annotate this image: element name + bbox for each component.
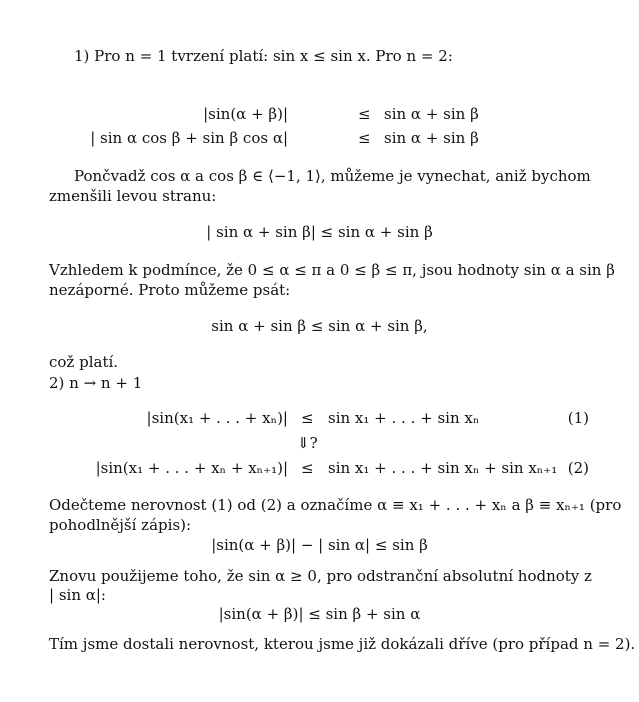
eq5-lhs: |sin(x₁ + . . . + xₙ)| [146,409,288,427]
implies-arrow: ⇓? [297,434,318,452]
paragraph-again-line2: | sin α|: [49,586,106,604]
eq5-number: (1) [567,409,589,427]
paragraph-cos-range-line1: Pončvadž cos α a cos β ∈ ⟨−1, 1⟩, můžeme je vynechat, aniž bychom [74,167,591,185]
eq6-lhs: |sin(x₁ + . . . + xₙ + xₙ₊₁)| [95,459,288,477]
eq6-rhs: sin x₁ + . . . + sin xₙ + sin xₙ₊₁ [328,459,558,477]
eq7-centered: |sin(α + β)| − | sin α| ≤ sin β [211,536,428,554]
eq5-rel: ≤ [301,409,314,427]
paragraph-cos-range-line2: zmenšili levou stranu: [49,187,217,205]
paragraph-condition-line1: Vzhledem k podmínce, že 0 ≤ α ≤ π a 0 ≤ β ≤ π, jsou hodnoty sin α a sin β [49,261,615,279]
eq1-lhs: |sin(α + β)| [203,105,288,123]
eq2-rel: ≤ [358,129,371,147]
eq1-rel: ≤ [358,105,371,123]
paragraph-subtract-line1: Odečteme nerovnost (1) od (2) a označíme α ≡ x₁ + . . . + xₙ a β ≡ xₙ₊₁ (pro [49,496,622,514]
eq5-rhs: sin x₁ + . . . + sin xₙ [328,409,480,427]
eq6-rel: ≤ [301,459,314,477]
eq2-rhs: sin α + sin β [384,129,479,147]
paragraph-holds: což platí. [49,353,119,371]
eq2-lhs: | sin α cos β + sin β cos α| [90,129,288,147]
paragraph-again-line1: Znovu použijeme toho, že sin α ≥ 0, pro odstranční absolutní hodnoty z [49,567,592,585]
eq3-centered: | sin α + sin β| ≤ sin α + sin β [206,223,433,241]
paragraph-condition-line2: nezáporné. Proto můžeme psát: [49,281,291,299]
eq6-number: (2) [567,459,589,477]
paragraph-conclusion: Tím jsme dostali nerovnost, kterou jsme již dokázali dříve (pro případ n = 2). [49,635,636,653]
eq1-rhs: sin α + sin β [384,105,479,123]
paragraph-base-case: 1) Pro n = 1 tvrzení platí: sin x ≤ sin x. Pro n = 2: [74,47,453,65]
eq4-centered: sin α + sin β ≤ sin α + sin β, [211,317,428,335]
eq8-centered: |sin(α + β)| ≤ sin β + sin α [218,605,421,623]
paragraph-induction-step: 2) n → n + 1 [49,374,143,392]
paragraph-subtract-line2: pohodlnější zápis): [49,516,192,534]
